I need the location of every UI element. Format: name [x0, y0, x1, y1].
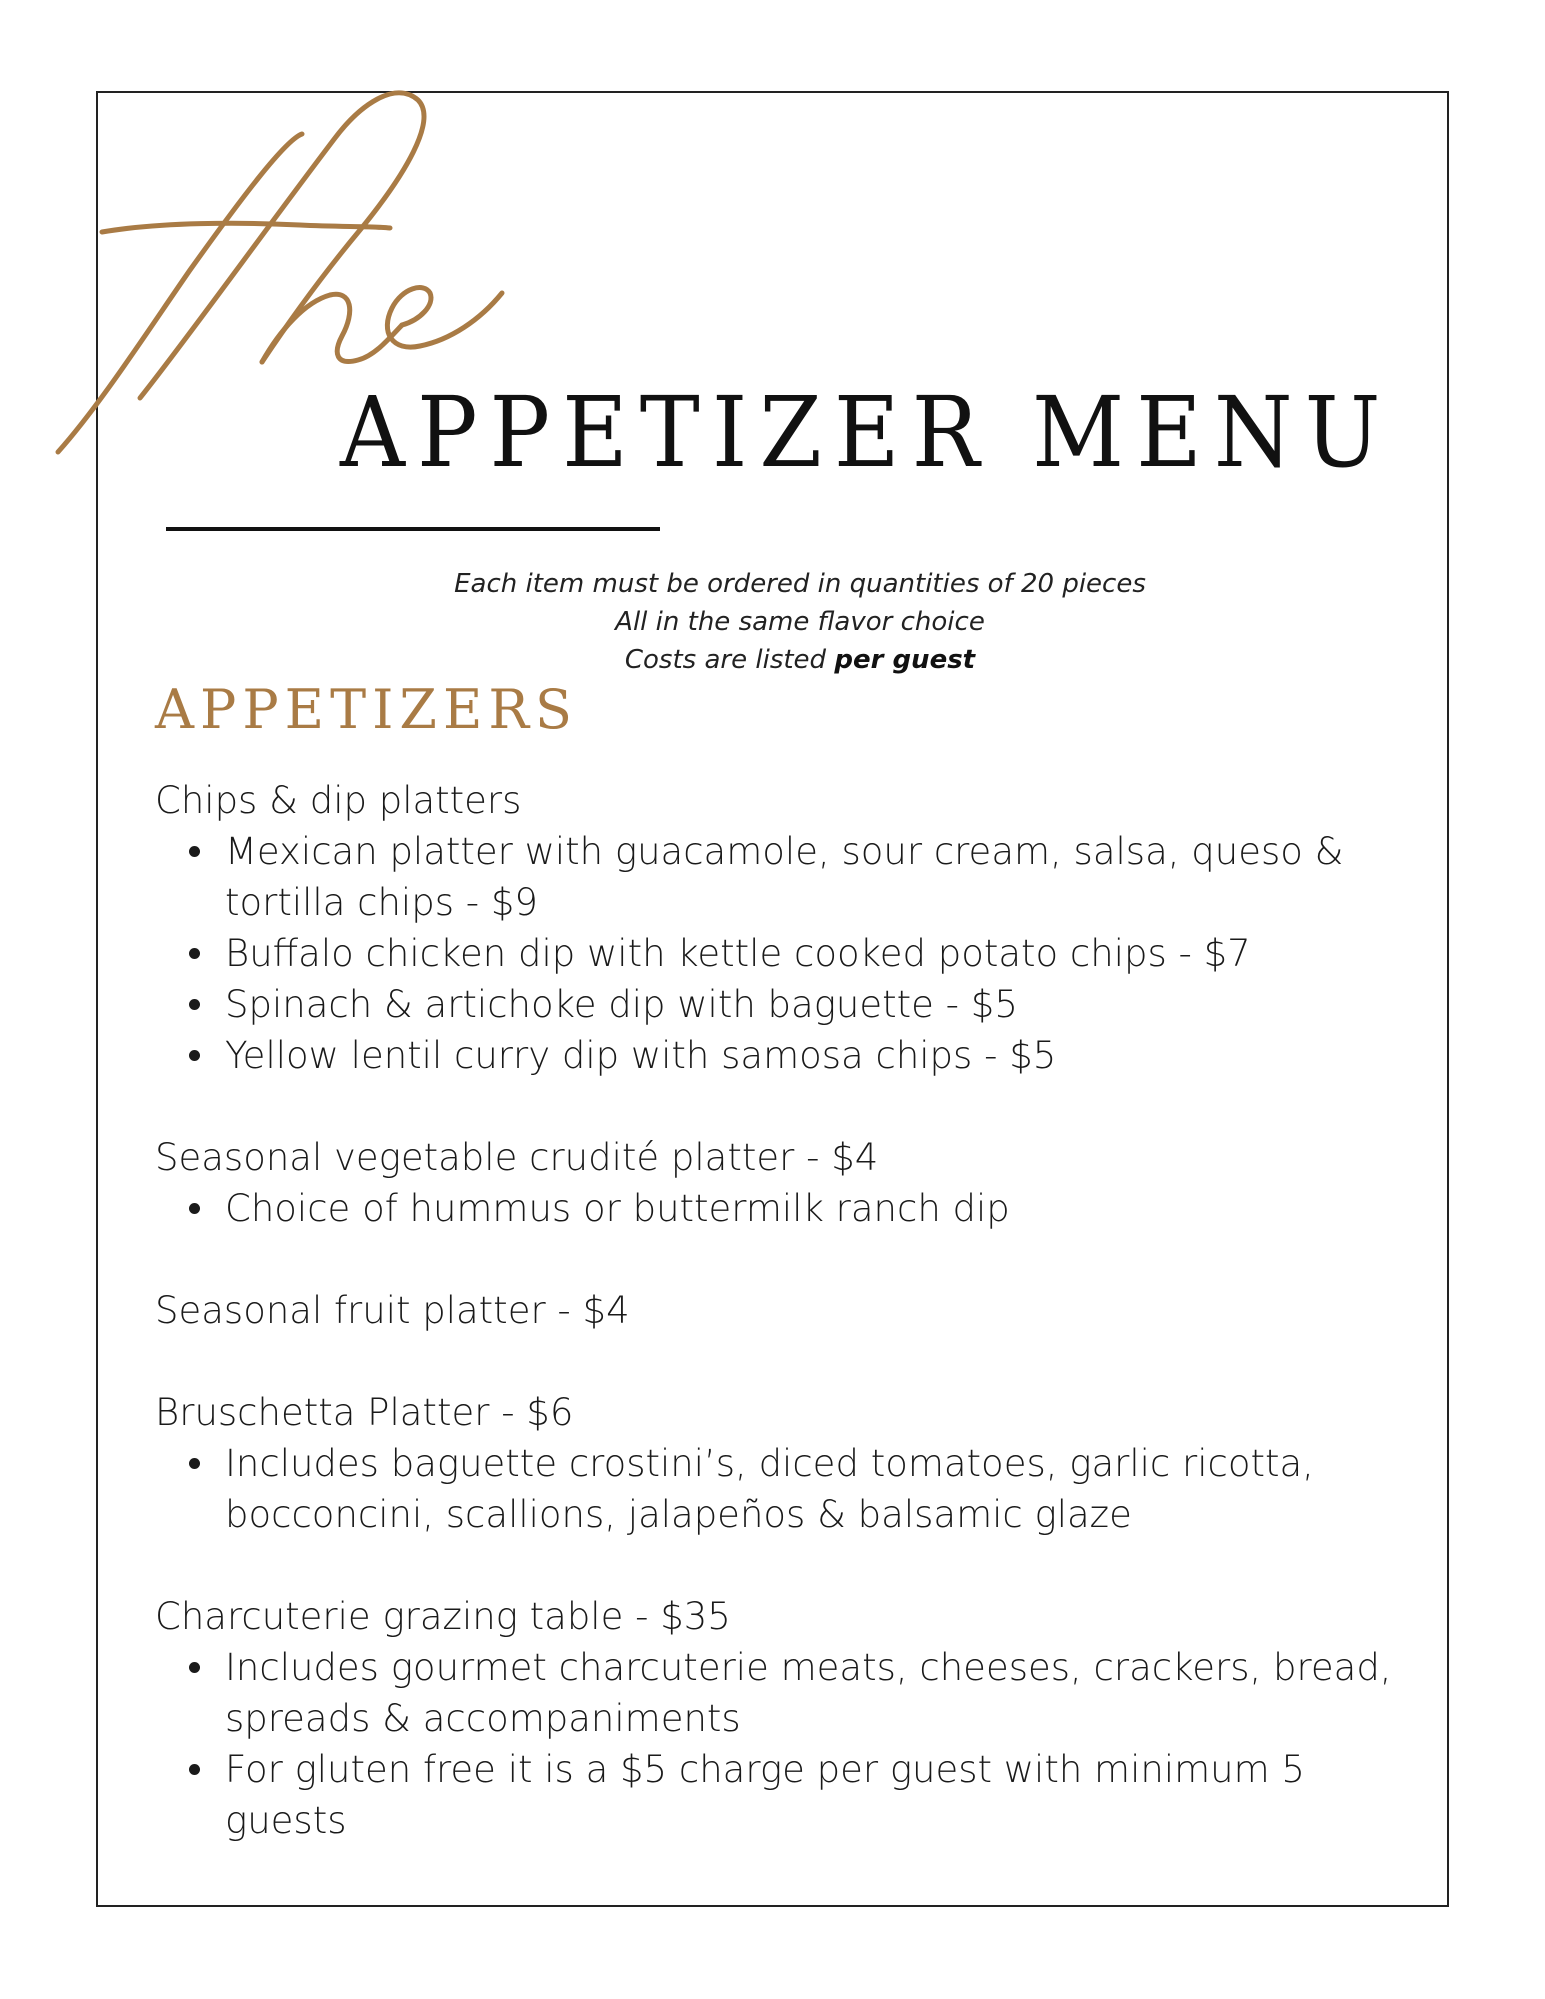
menu-group-title: Chips & dip platters — [155, 779, 522, 822]
menu-group-crudite — [155, 1132, 1415, 1234]
note-line-3-emphasis: per guest — [834, 645, 976, 675]
menu-item-list — [155, 1183, 1415, 1234]
menu-group-charcuterie — [155, 1591, 1415, 1846]
menu-item-list — [155, 1642, 1415, 1846]
title-divider — [166, 527, 660, 531]
page-title: APPETIZER MENU — [340, 376, 1393, 490]
menu-item: Includes baguette crostini’s, diced tomatoes, garlic ricotta, bocconcini, scallions, jalapeños & balsamic glaze — [225, 1438, 1415, 1540]
menu-group-title: Charcuterie grazing table - $35 — [155, 1595, 731, 1638]
menu-group-title: Seasonal fruit platter - $4 — [155, 1289, 630, 1332]
menu-item: Mexican platter with guacamole, sour cream, salsa, queso & tortilla chips - $9 — [225, 826, 1415, 928]
menu-item-list — [155, 826, 1415, 1081]
menu-item: For gluten free it is a $5 charge per guest with minimum 5 guests — [225, 1744, 1415, 1846]
note-line-3-text: Costs are listed — [624, 645, 835, 675]
menu-item: Spinach & artichoke dip with baguette - $5 — [225, 979, 1415, 1030]
menu-group-bruschetta — [155, 1387, 1415, 1540]
menu-group-fruit — [155, 1285, 1415, 1336]
menu-group-title: Bruschetta Platter - $6 — [155, 1391, 574, 1434]
section-title-appetizers: APPETIZERS — [155, 678, 579, 741]
menu-item: Yellow lentil curry dip with samosa chips - $5 — [225, 1030, 1415, 1081]
menu-item: Includes gourmet charcuterie meats, cheeses, crackers, bread, spreads & accompaniments — [225, 1642, 1415, 1744]
menu-item: Buffalo chicken dip with kettle cooked potato chips - $7 — [225, 928, 1415, 979]
note-line-2: All in the same flavor choice — [615, 607, 985, 637]
menu-item-list — [155, 1438, 1415, 1540]
menu-content — [155, 775, 1415, 1897]
menu-item: Choice of hummus or buttermilk ranch dip — [225, 1183, 1415, 1234]
menu-group-chips-dip — [155, 775, 1415, 1081]
menu-group-title: Seasonal vegetable crudité platter - $4 — [155, 1136, 879, 1179]
note-line-3 — [360, 641, 1240, 679]
note-line-1: Each item must be ordered in quantities of 20 pieces — [454, 569, 1146, 599]
ordering-notes — [360, 565, 1240, 679]
